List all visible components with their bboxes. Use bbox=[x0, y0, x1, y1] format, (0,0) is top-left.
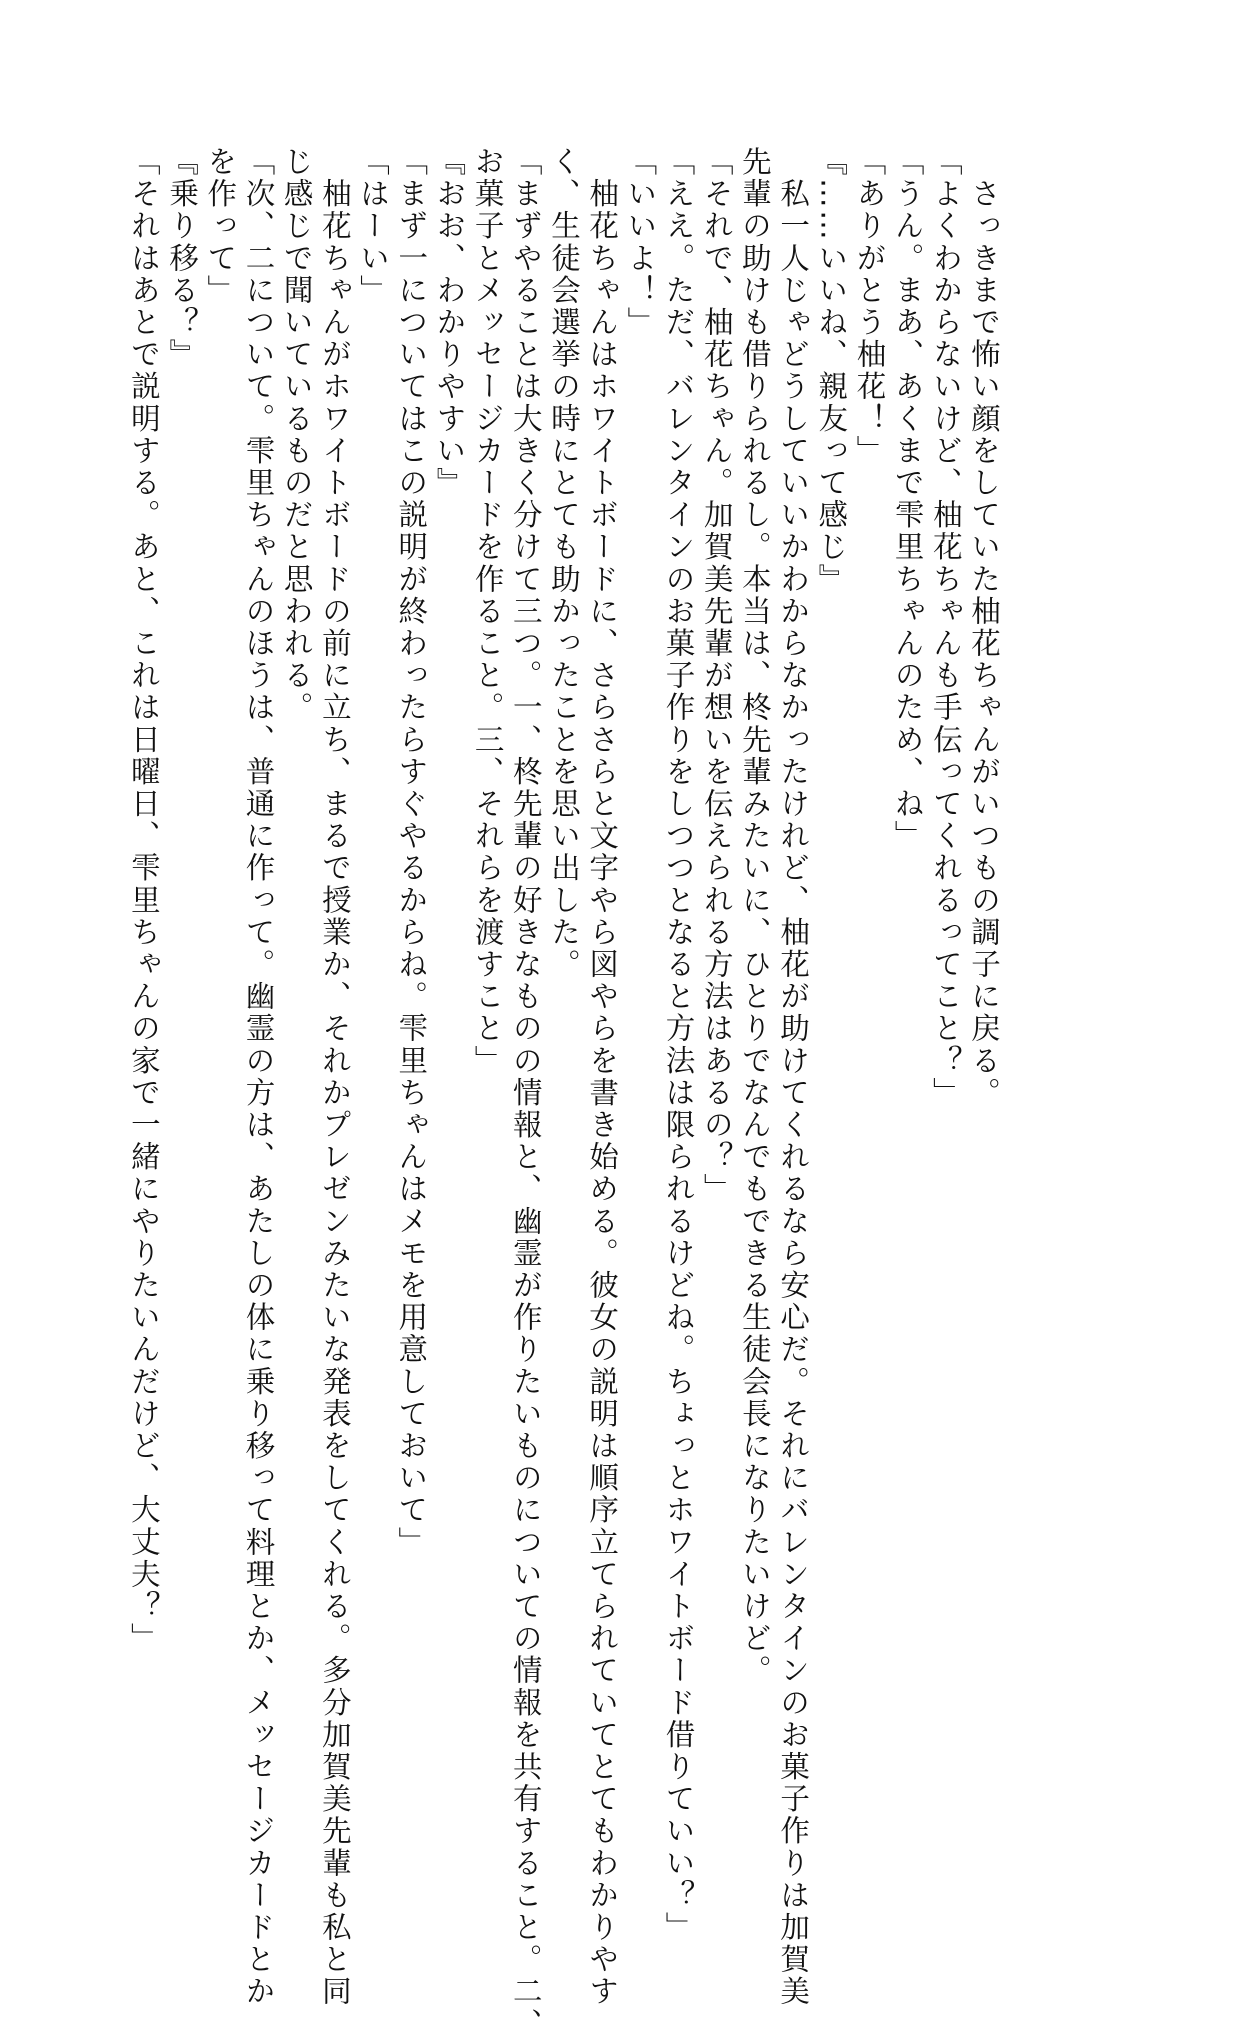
text-line: 「それはあとで説明する。あと、これは日曜日、雫里ちゃんの家で一緒にやりたいんだけど、大丈夫？」 bbox=[126, 146, 161, 1655]
text-line: 柚花ちゃんがホワイトボードの前に立ち、まるで授業か、それかプレゼンみたいな発表をしてくれる。多分加賀美先輩も私と同 bbox=[317, 146, 352, 2008]
text-line: 「まずやることは大きく分けて三つ。一、柊先輩の好きなものの情報と、幽霊が作りたいものについての情報を共有すること。二、 bbox=[508, 146, 543, 2040]
text-line: 柚花ちゃんはホワイトボードに、さらさらと文字やら図やらを書き始める。彼女の説明は順序立てられていてとてもわかりやす bbox=[585, 146, 620, 2008]
text-line: 「次、二について。雫里ちゃんのほうは、普通に作って。幽霊の方は、あたしの体に乗り移って料理とか、メッセージカードとか bbox=[241, 146, 276, 2008]
text-line: お菓子とメッセージカードを作ること。三、それらを渡すこと」 bbox=[470, 146, 505, 1077]
text-line: 『乗り移る？』 bbox=[165, 146, 200, 371]
text-line: く、生徒会選挙の時にとても助かったことを思い出した。 bbox=[546, 146, 581, 981]
text-line: じ感じで聞いているものだと思われる。 bbox=[279, 146, 314, 724]
text-line: 『おお、わかりやすい』 bbox=[432, 146, 467, 500]
text-line: 「まず一についてはこの説明が終わったらすぐやるからね。雫里ちゃんはメモを用意しておいて」 bbox=[394, 146, 429, 1559]
text-line: 私一人じゃどうしていいかわからなかったけれど、柚花が助けてくれるなら安心だ。それにバレンタインのお菓子作りは加賀美 bbox=[776, 146, 811, 2008]
text-line: 「ええ。ただ、バレンタインのお菓子作りをしつつとなると方法は限られるけどね。ちょっとホワイトボード借りていい？」 bbox=[661, 146, 696, 1944]
text-line: 『……いいね、親友って感じ』 bbox=[814, 146, 849, 596]
text-line: を作って」 bbox=[203, 146, 238, 307]
text-line: 「うん。まあ、あくまで雫里ちゃんのため、ね」 bbox=[890, 146, 925, 853]
text-line: 「それで、柚花ちゃん。加賀美先輩が想いを伝えられる方法はあるの？」 bbox=[699, 146, 734, 1206]
text-line: 先輩の助けも借りられるし。本当は、柊先輩みたいに、ひとりでなんでもできる生徒会長になりたいけど。 bbox=[737, 146, 772, 1687]
text-line: 「いいよ！」 bbox=[623, 146, 658, 339]
text-line: 「よくわからないけど、柚花ちゃんも手伝ってくれるってこと？」 bbox=[928, 146, 963, 1109]
text-line: 「ありがとう柚花！」 bbox=[852, 146, 887, 467]
text-line: 「はーい」 bbox=[356, 146, 390, 307]
text-line: さっきまで怖い顔をしていた柚花ちゃんがいつもの調子に戻る。 bbox=[967, 146, 1001, 1109]
novel-page-text bbox=[125, 146, 1003, 2040]
